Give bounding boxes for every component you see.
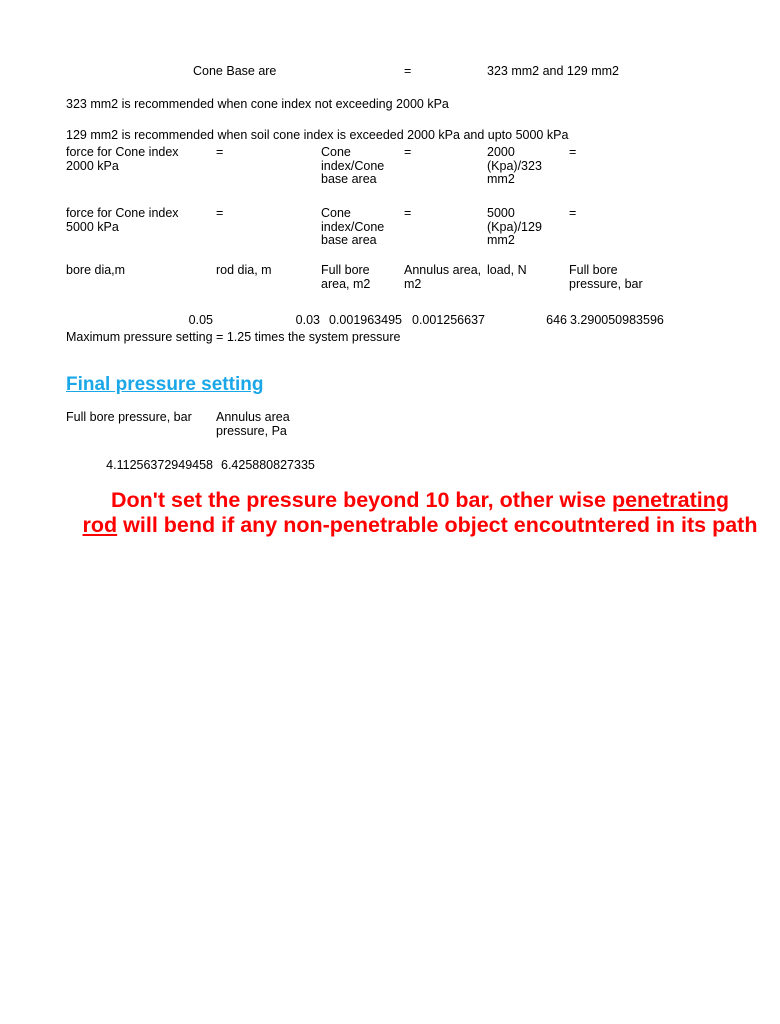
table-header-annulus-area: Annulus area, m2 [404, 263, 482, 291]
table-header-bore-dia: bore dia,m [66, 263, 126, 277]
warning-part-2: will bend if any non-penetrable object encoutntered in its path [117, 513, 758, 537]
force-2000-equals-2: = [404, 145, 412, 159]
warning-underlined-rod: rod [82, 513, 118, 537]
table-cell-annulus-area: 0.001256637 [412, 313, 485, 327]
max-pressure-note: Maximum pressure setting = 1.25 times the system pressure [66, 330, 401, 344]
force-2000-formula: Cone index/Cone base area [321, 145, 385, 186]
force-2000-value: 2000 (Kpa)/323 mm2 [487, 145, 542, 186]
warning-message [60, 488, 780, 538]
final-pressure-heading: Final pressure setting [66, 374, 264, 395]
warning-part-1: Don't set the pressure beyond 10 bar, other wise [110, 488, 612, 512]
cone-base-value: 323 mm2 and 129 mm2 [487, 64, 620, 78]
table-header-load: load, N [487, 263, 527, 277]
force-2000-equals-3: = [569, 145, 577, 159]
cone-base-equals: = [404, 64, 412, 78]
force-5000-label: force for Cone index 5000 kPa [66, 206, 179, 234]
table-cell-load: 646 [546, 313, 567, 327]
cone-base-label: Cone Base are [193, 64, 277, 78]
table-cell-full-bore-area: 0.001963495 [329, 313, 402, 327]
final-value-full-bore: 4.11256372949458 [106, 458, 213, 472]
force-5000-value: 5000 (Kpa)/129 mm2 [487, 206, 542, 247]
warning-clip [60, 488, 758, 568]
table-header-full-bore-pressure: Full bore pressure, bar [569, 263, 643, 291]
force-2000-equals-1: = [216, 145, 224, 159]
warning-underlined-penetrating: penetrating [611, 488, 730, 512]
table-header-rod-dia: rod dia, m [216, 263, 272, 277]
force-5000-formula: Cone index/Cone base area [321, 206, 385, 247]
table-cell-rod-dia: 0.03 [295, 313, 320, 327]
final-header-full-bore: Full bore pressure, bar [66, 410, 192, 424]
final-value-annulus: 6.425880827335 [221, 458, 315, 472]
note-323: 323 mm2 is recommended when cone index not exceeding 2000 kPa [66, 97, 449, 111]
force-5000-equals-2: = [404, 206, 412, 220]
force-2000-label: force for Cone index 2000 kPa [66, 145, 179, 173]
force-5000-equals-1: = [216, 206, 224, 220]
table-cell-bore-dia: 0.05 [188, 313, 213, 327]
table-cell-full-bore-pressure: 3.290050983596 [570, 313, 664, 327]
table-header-full-bore-area: Full bore area, m2 [321, 263, 371, 291]
final-header-annulus: Annulus area pressure, Pa [216, 410, 290, 438]
force-5000-equals-3: = [569, 206, 577, 220]
note-129: 129 mm2 is recommended when soil cone index is exceeded 2000 kPa and upto 5000 kPa [66, 128, 569, 142]
